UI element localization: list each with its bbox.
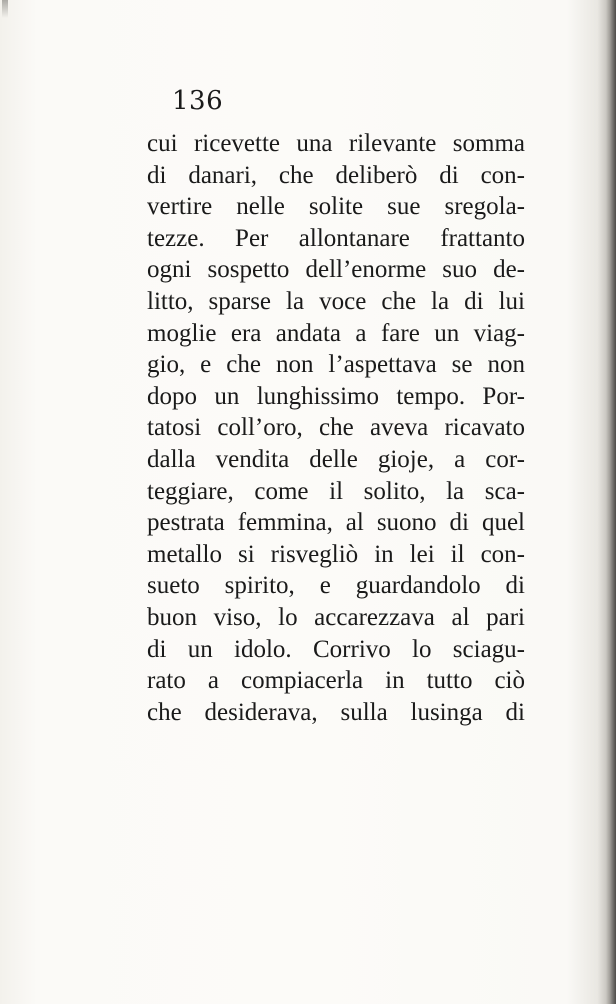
text-line: rato a compiacerla in tutto ciò bbox=[147, 667, 525, 695]
text-line: di danari, che deliberò di con- bbox=[147, 161, 525, 189]
text-line: di un idolo. Corrivo lo sciagu- bbox=[147, 635, 525, 663]
text-line: pestrata femmina, al suono di quel bbox=[147, 509, 525, 537]
text-line: metallo si risvegliò in lei il con- bbox=[147, 540, 525, 568]
text-line: tezze. Per allontanare frattanto bbox=[147, 224, 525, 252]
text-line: tatosi coll’oro, che aveva ricavato bbox=[147, 414, 525, 442]
text-line: cui ricevette una rilevante somma bbox=[147, 130, 525, 157]
text-line: dalla vendita delle gioje, a cor- bbox=[147, 445, 525, 473]
text-line: litto, sparse la voce che la di lui bbox=[147, 287, 525, 315]
page-edge-shadow bbox=[606, 0, 616, 1004]
text-line: buon viso, lo accarezzava al pari bbox=[147, 603, 525, 631]
text-line: dopo un lunghissimo tempo. Por- bbox=[147, 382, 525, 410]
text-line: ogni sospetto dell’enorme suo de- bbox=[147, 256, 525, 284]
text-line: gio, e che non l’aspettava se non bbox=[147, 351, 525, 379]
page-number: 136 bbox=[172, 86, 224, 116]
text-line: sueto spirito, e guardandolo di bbox=[147, 572, 525, 600]
text-line: moglie era andata a fare un viag- bbox=[147, 319, 525, 347]
scan-edge-mark bbox=[2, 0, 8, 18]
text-line: teggiare, come il solito, la sca- bbox=[147, 477, 525, 505]
text-line: vertire nelle solite sue sregola- bbox=[147, 193, 525, 221]
body-text bbox=[147, 128, 525, 728]
text-line: che desiderava, sulla lusinga di bbox=[147, 698, 525, 726]
